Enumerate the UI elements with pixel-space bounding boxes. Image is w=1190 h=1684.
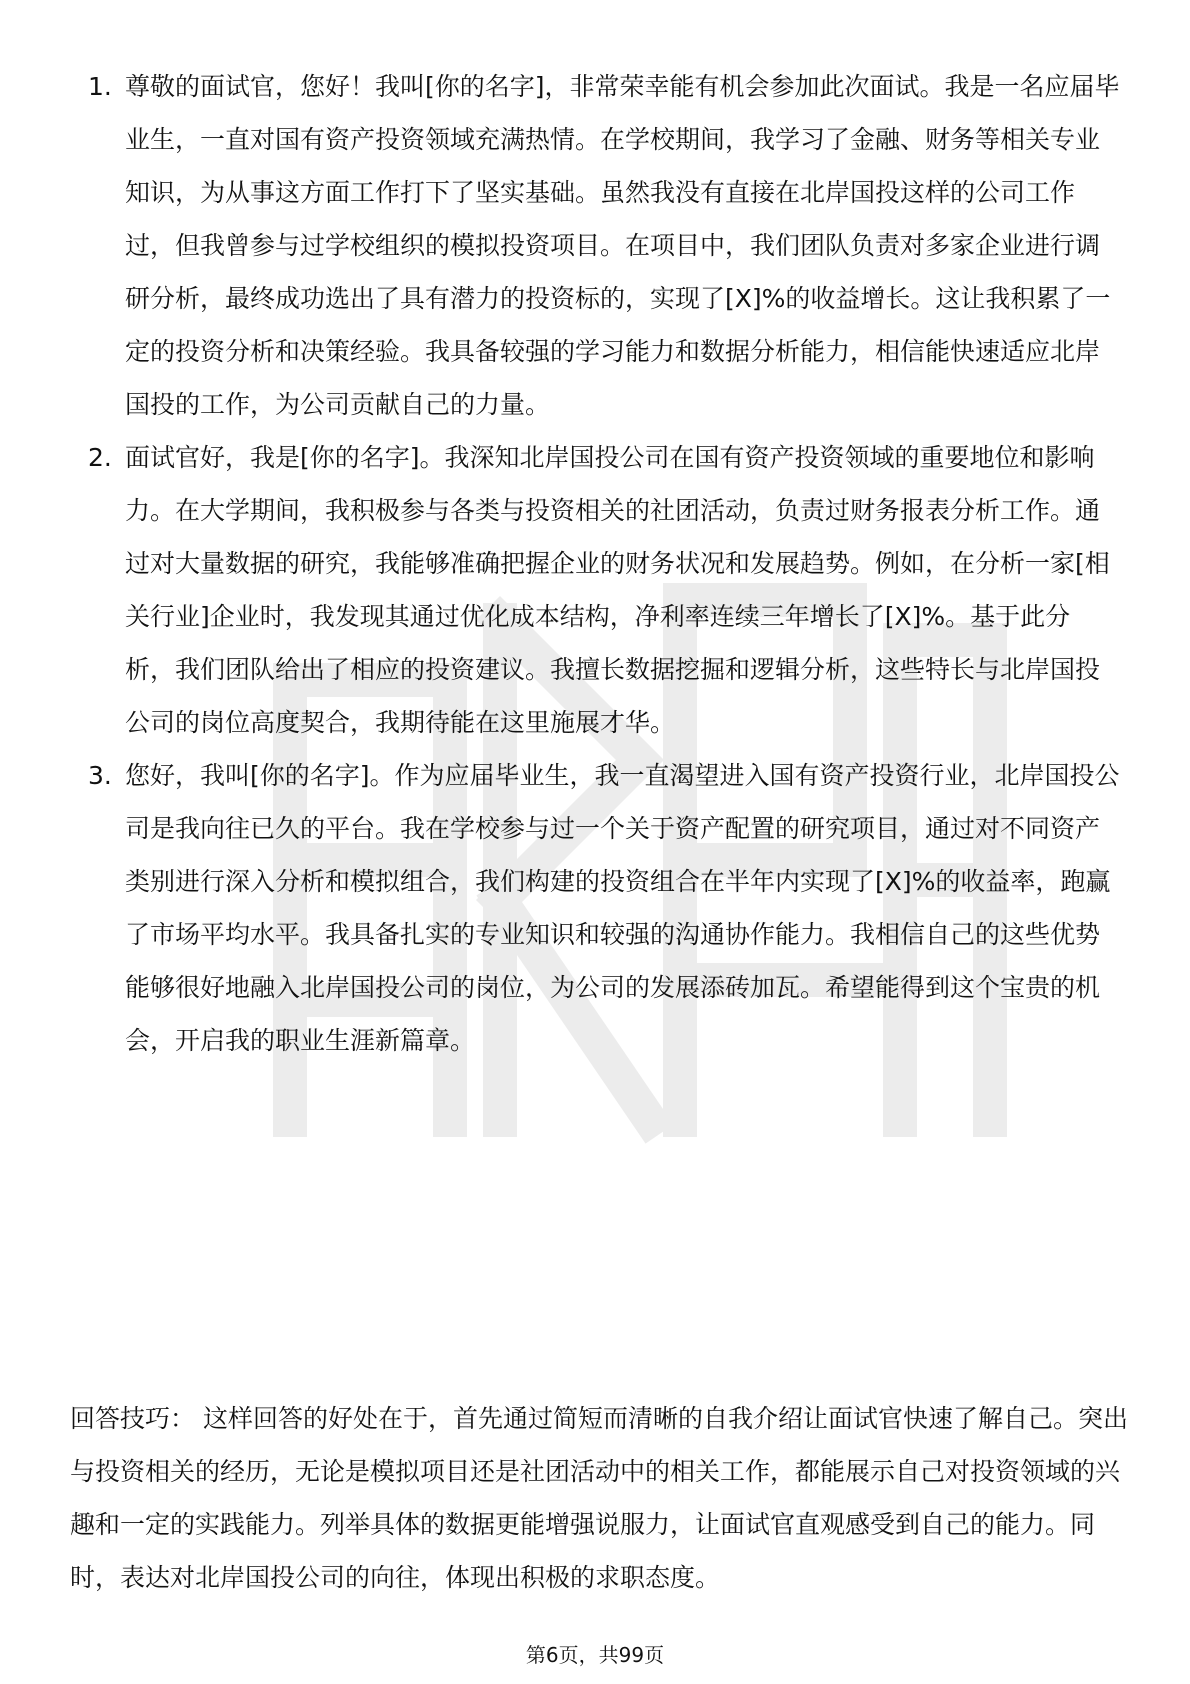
answer-text: 面试官好，我是[你的名字]。我深知北岸国投公司在国有资产投资领域的重要地位和影响力。在大学期间，我积极参与各类与投资相关的社团活动，负责过财务报表分析工作。通过对大量数据的研究，我能够准确把握企业的财务状况和发展趋势。例如，在分析一家[相关行业]企业时，我发现其通过优化成本结构，净利率连续三年增长了[X]%。基于此分析，我们团队给出了相应的投资建议。我擅长数据挖掘和逻辑分析，这些特长与北岸国投公司的岗位高度契合，我期待能在这里施展才华。	[125, 443, 1110, 737]
answer-text: 您好，我叫[你的名字]。作为应届毕业生，我一直渴望进入国有资产投资行业，北岸国投公司是我向往已久的平台。我在学校参与过一个关于资产配置的研究项目，通过对不同资产类别进行深入分析和模拟组合，我们构建的投资组合在半年内实现了[X]%的收益率，跑赢了市场平均水平。我具备扎实的专业知识和较强的沟通协作能力。我相信自己的这些优势能够很好地融入北岸国投公司的岗位，为公司的发展添砖加瓦。希望能得到这个宝贵的机会，开启我的职业生涯新篇章。	[125, 761, 1120, 1055]
tips-text: 这样回答的好处在于，首先通过简短而清晰的自我介绍让面试官快速了解自己。突出与投资相关的经历，无论是模拟项目还是社团活动中的相关工作，都能展示自己对投资领域的兴趣和一定的实践能力。列举具体的数据更能增强说服力，让面试官直观感受到自己的能力。同时，表达对北岸国投公司的向往，体现出积极的求职态度。	[70, 1404, 1128, 1592]
page-footer	[0, 1640, 1190, 1670]
answer-list	[70, 60, 1120, 1067]
answer-text: 尊敬的面试官，您好！我叫[你的名字]，非常荣幸能有机会参加此次面试。我是一名应届毕业生，一直对国有资产投资领域充满热情。在学校期间，我学习了金融、财务等相关专业知识，为从事这方面工作打下了坚实基础。虽然我没有直接在北岸国投这样的公司工作过，但我曾参与过学校组织的模拟投资项目。在项目中，我们团队负责对多家企业进行调研分析，最终成功选出了具有潜力的投资标的，实现了[X]%的收益增长。这让我积累了一定的投资分析和决策经验。我具备较强的学习能力和数据分析能力，相信能快速适应北岸国投的工作，为公司贡献自己的力量。	[125, 72, 1120, 419]
tips-label: 回答技巧：	[70, 1404, 196, 1433]
answer-item	[70, 431, 1120, 749]
answer-tips	[70, 1392, 1130, 1604]
answer-number: 3.	[88, 761, 112, 790]
answer-item	[70, 60, 1120, 431]
answer-number: 2.	[88, 443, 112, 472]
answer-item	[70, 749, 1120, 1067]
page-number: 第6页，共99页	[525, 1643, 665, 1667]
answer-number: 1.	[88, 72, 112, 101]
